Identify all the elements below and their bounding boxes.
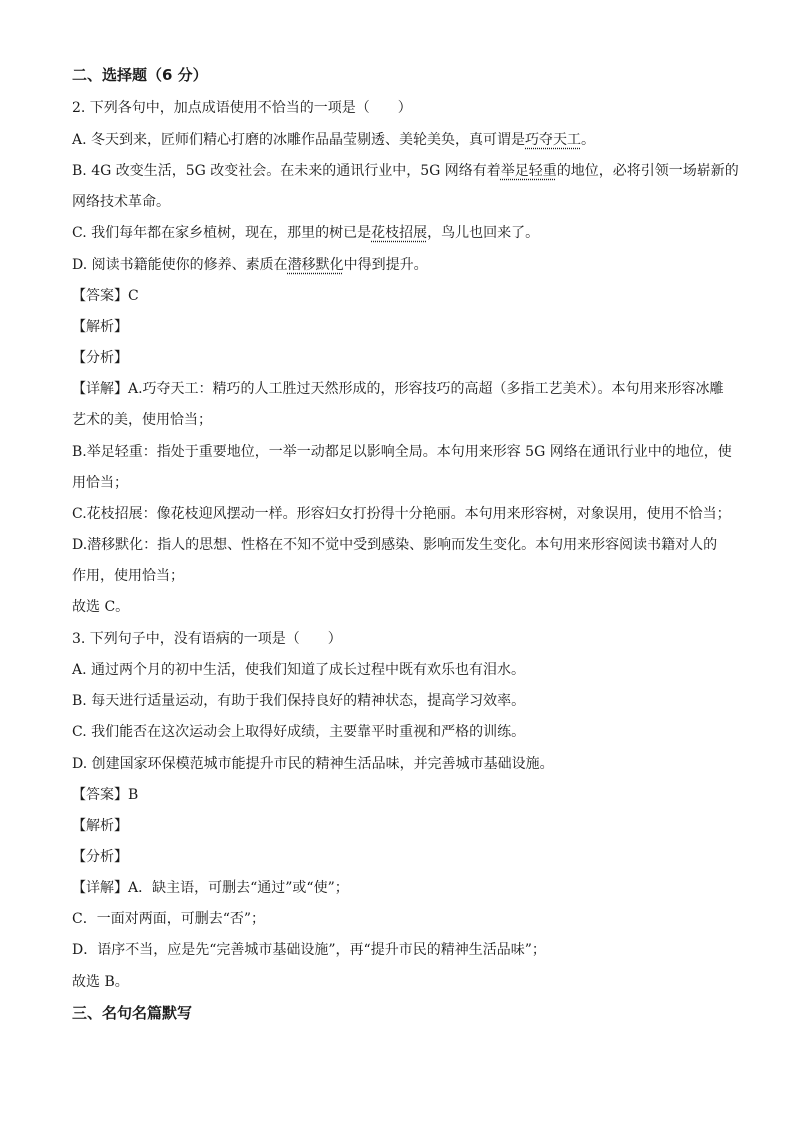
q3-conclusion: 故选 B。 (72, 974, 129, 990)
q2-stem: 2. 下列各句中，加点成语使用不恰当的一项是（ ） (72, 100, 412, 116)
q3-detail-2: C．一面对两面，可删去“否”； (72, 911, 266, 927)
q2-option-a (72, 131, 595, 149)
q2-option-b-line2: 网络技术革命。 (72, 194, 170, 210)
section-3-title: 三、名句名篇默写 (72, 1004, 193, 1022)
q2-detail-7: 作用，使用恰当； (72, 568, 184, 584)
q2-a-idiom2: 美轮美奂 (399, 132, 456, 148)
q2-c-pre: C. 我们每年都在家乡植树，现在，那里的树已是 (72, 225, 372, 241)
q3-detail-1: 【详解】A．缺主语，可删去“通过”或“使”； (72, 880, 349, 896)
q2-b-idiom: 举足轻重 (500, 163, 557, 179)
q3-detail-3: D．语序不当，应是先“完善城市基础设施”，再“提升市民的精神生活品味”； (72, 942, 546, 958)
section-2-title: 二、选择题（6 分） (72, 66, 208, 84)
q2-detail-5: C.花枝招展：像花枝迎风摆动一样。形容妇女打扮得十分艳丽。本句用来形容树，对象误用，使用不恰当； (72, 506, 731, 522)
q3-fenxi: 【分析】 (72, 849, 128, 865)
q2-a-mid2: ，真可谓是 (455, 132, 526, 148)
q3-option-c: C. 我们能否在这次运动会上取得好成绩，主要靠平时重视和严格的训练。 (72, 724, 526, 740)
q2-detail-1: 【详解】A.巧夺天工：精巧的人工胜过天然形成的，形容技巧的高超（多指工艺美术）。本句用来形容冰雕 (72, 381, 724, 397)
q2-conclusion: 故选 C。 (72, 599, 130, 615)
q3-jiexi: 【解析】 (72, 818, 128, 834)
q2-c-idiom: 花枝招展 (371, 225, 428, 241)
q2-answer: 【答案】C (72, 288, 139, 304)
q2-d-pre: D. 阅读书籍能使你的修养、素质在 (72, 257, 288, 273)
q2-detail-6: D.潜移默化：指人的思想、性格在不知不觉中受到感染、影响而发生变化。本句用来形容阅读书籍对人的 (72, 537, 718, 553)
q3-option-d: D. 创建国家环保模范城市能提升市民的精神生活品味，并完善城市基础设施。 (72, 756, 554, 772)
q2-b-pre: B. 4G 改变生活，5G 改变社会。在未来的通讯行业中，5G 网络有着 (72, 163, 501, 179)
q2-option-d (72, 256, 428, 274)
q3-option-a: A. 通过两个月的初中生活，使我们知道了成长过程中既有欢乐也有泪水。 (72, 662, 526, 678)
q2-a-idiom3: 巧夺天工 (525, 132, 582, 148)
q2-detail-4: 用恰当； (72, 475, 128, 491)
q2-detail-2: 艺术的美，使用恰当； (72, 412, 212, 428)
q3-stem: 3. 下列句子中，没有语病的一项是（ ） (72, 631, 342, 647)
q2-a-post: 。 (581, 132, 596, 148)
q2-a-pre: A. 冬天到来，匠师们精心打磨的冰雕作品 (72, 132, 330, 148)
q2-b-post: 的地位，必将引领一场崭新的 (556, 163, 739, 179)
q2-d-idiom: 潜移默化 (287, 257, 344, 273)
q3-answer: 【答案】B (72, 787, 139, 803)
q2-fenxi: 【分析】 (72, 350, 128, 366)
q2-a-idiom1: 晶莹剔透 (329, 132, 386, 148)
q2-option-b-line1 (72, 162, 739, 180)
q2-jiexi: 【解析】 (72, 319, 128, 335)
q3-option-b: B. 每天进行适量运动，有助于我们保持良好的精神状态，提高学习效率。 (72, 693, 526, 709)
q2-detail-3: B.举足轻重：指处于重要地位，一举一动都足以影响全局。本句用来形容 5G 网络在通讯行业中的地位，使 (72, 444, 732, 460)
q2-c-post: ，鸟儿也回来了。 (427, 225, 540, 241)
q2-option-c (72, 224, 539, 242)
q2-a-mid: 、 (385, 132, 400, 148)
q2-d-post: 中得到提升。 (343, 257, 428, 273)
